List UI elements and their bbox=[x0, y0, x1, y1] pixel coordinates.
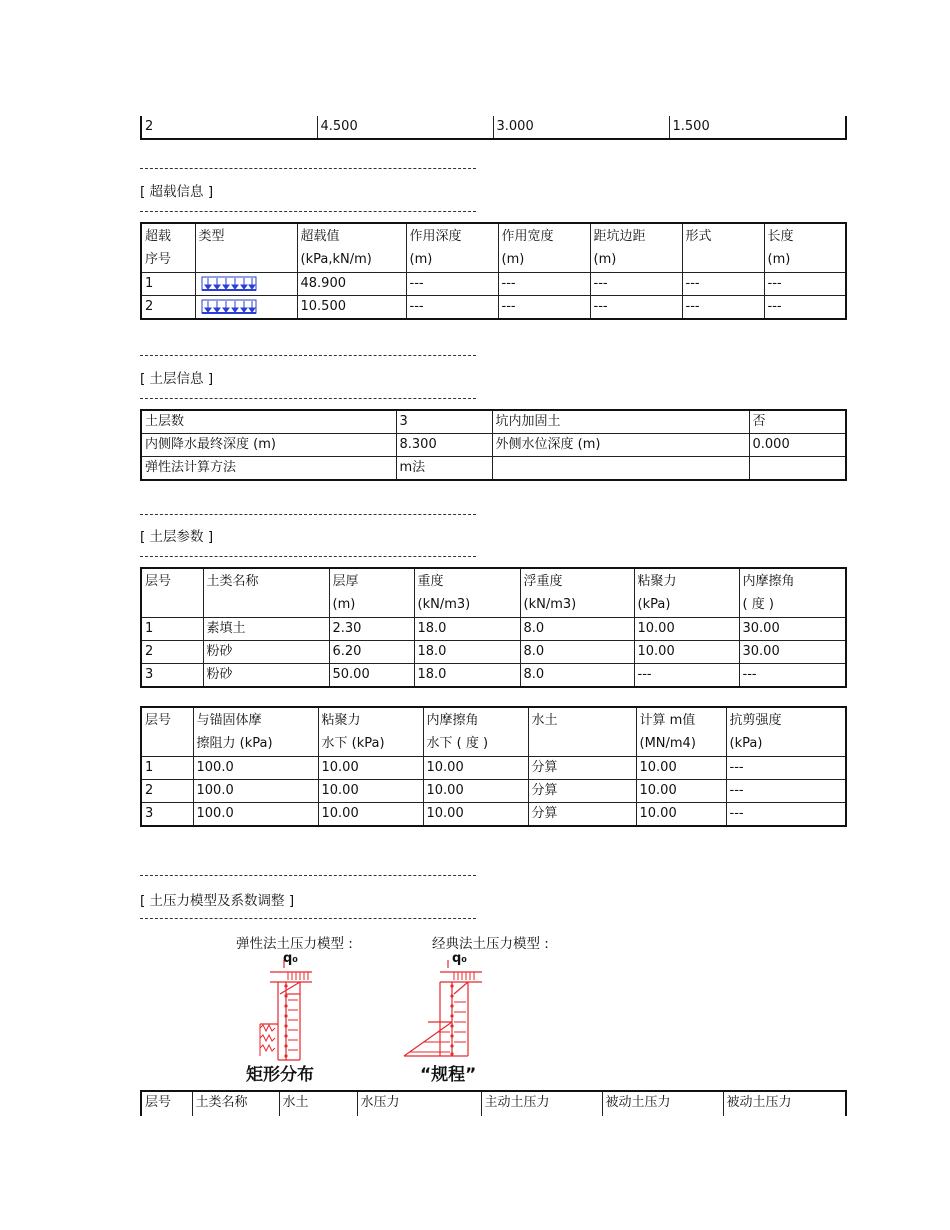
cell: --- bbox=[726, 803, 846, 827]
table-row bbox=[141, 434, 846, 457]
header-line: 浮重度 bbox=[523, 574, 563, 589]
header-line: 内摩擦角 bbox=[426, 713, 479, 728]
cell: 2 bbox=[141, 641, 203, 664]
header-cell bbox=[636, 707, 726, 757]
cell: 18.0 bbox=[414, 641, 520, 664]
header-line: 水土 bbox=[531, 713, 558, 728]
cell: 10.00 bbox=[318, 803, 423, 827]
header-line: (m) bbox=[409, 252, 433, 267]
cell: 坑内加固土 bbox=[492, 410, 749, 434]
header-cell: 水土 bbox=[279, 1091, 357, 1116]
divider bbox=[140, 514, 476, 515]
header-line: 水下 ( 度 ) bbox=[426, 736, 489, 751]
header-line: (MN/m4) bbox=[639, 736, 696, 751]
cell: 外侧水位深度 (m) bbox=[492, 434, 749, 457]
header-line: 与锚固体摩 bbox=[196, 713, 262, 728]
header-cell bbox=[590, 223, 682, 273]
header-cell bbox=[528, 707, 636, 757]
cell: 30.00 bbox=[739, 618, 846, 641]
cell: 2 bbox=[141, 780, 193, 803]
table-row bbox=[141, 803, 846, 827]
cell: 30.00 bbox=[739, 641, 846, 664]
cell: 10.00 bbox=[634, 618, 739, 641]
soil-param-table-1 bbox=[140, 567, 847, 688]
divider bbox=[140, 875, 476, 876]
cell bbox=[195, 296, 297, 320]
cell bbox=[749, 457, 846, 481]
header-line: (kPa) bbox=[637, 597, 671, 612]
header-line: (kPa,kN/m) bbox=[300, 252, 372, 267]
cell: 8.0 bbox=[520, 618, 634, 641]
table-row bbox=[141, 664, 846, 688]
uniform-load-icon bbox=[199, 298, 259, 316]
cell: 10.00 bbox=[423, 780, 528, 803]
cell: --- bbox=[590, 296, 682, 320]
soil-param-table-2 bbox=[140, 706, 847, 827]
section-title-earth-pressure: [ 土压力模型及系数调整 ] bbox=[140, 893, 295, 909]
earth-pressure-table bbox=[140, 1090, 847, 1116]
header-line: 粘聚力 bbox=[321, 713, 361, 728]
cell: 否 bbox=[749, 410, 846, 434]
cell: 1 bbox=[141, 618, 203, 641]
header-cell bbox=[682, 223, 764, 273]
cell: --- bbox=[406, 296, 498, 320]
classic-caption: “规程” bbox=[420, 1065, 477, 1085]
cell: --- bbox=[764, 273, 846, 296]
cell: 1.500 bbox=[669, 116, 846, 139]
header-line: 擦阻力 (kPa) bbox=[196, 736, 273, 751]
cell: 8.300 bbox=[396, 434, 492, 457]
cell: --- bbox=[726, 757, 846, 780]
section-title-surcharge: [ 超载信息 ] bbox=[140, 184, 214, 200]
header-line: 作用深度 bbox=[409, 229, 462, 244]
header-cell: 层号 bbox=[141, 1091, 192, 1116]
header-cell bbox=[520, 568, 634, 618]
cell: 2.30 bbox=[329, 618, 414, 641]
header-line: 土类名称 bbox=[206, 574, 259, 589]
header-cell: 主动土压力 bbox=[481, 1091, 602, 1116]
header-line: 水下 (kPa) bbox=[321, 736, 385, 751]
cell: 3 bbox=[141, 664, 203, 688]
header-line: 距坑边距 bbox=[593, 229, 646, 244]
cell: 3 bbox=[396, 410, 492, 434]
header-cell: 土类名称 bbox=[192, 1091, 279, 1116]
table-row bbox=[141, 410, 846, 434]
header-cell: 水压力 bbox=[357, 1091, 481, 1116]
divider bbox=[140, 168, 476, 169]
cell bbox=[492, 457, 749, 481]
header-cell bbox=[195, 223, 297, 273]
header-cell bbox=[329, 568, 414, 618]
cell: 100.0 bbox=[193, 803, 318, 827]
header-cell: 被动土压力 bbox=[602, 1091, 723, 1116]
cell: 10.00 bbox=[318, 780, 423, 803]
cell: 10.00 bbox=[634, 641, 739, 664]
header-cell bbox=[764, 223, 846, 273]
cell: 1 bbox=[141, 757, 193, 780]
cell: 18.0 bbox=[414, 618, 520, 641]
header-line: 层号 bbox=[145, 574, 172, 589]
header-line: 层厚 bbox=[332, 574, 359, 589]
cell: 2 bbox=[141, 116, 317, 139]
header-cell bbox=[423, 707, 528, 757]
header-cell bbox=[414, 568, 520, 618]
header-line: (m) bbox=[593, 252, 617, 267]
cell: 10.00 bbox=[636, 780, 726, 803]
cell: 分算 bbox=[528, 803, 636, 827]
header-line: 形式 bbox=[685, 229, 712, 244]
header-cell bbox=[318, 707, 423, 757]
header-cell bbox=[203, 568, 329, 618]
cell: 10.500 bbox=[297, 296, 406, 320]
cell: 4.500 bbox=[317, 116, 493, 139]
header-line: ( 度 ) bbox=[742, 597, 774, 612]
cell: 3.000 bbox=[493, 116, 669, 139]
divider bbox=[140, 398, 476, 399]
cell: 分算 bbox=[528, 757, 636, 780]
cell: --- bbox=[682, 273, 764, 296]
cell: 100.0 bbox=[193, 757, 318, 780]
cell: 弹性法计算方法 bbox=[141, 457, 396, 481]
header-line: (m) bbox=[767, 252, 791, 267]
header-line: 重度 bbox=[417, 574, 444, 589]
header-cell bbox=[141, 707, 193, 757]
cell: --- bbox=[739, 664, 846, 688]
cell: 10.00 bbox=[423, 757, 528, 780]
cell: 分算 bbox=[528, 780, 636, 803]
header-cell: 被动土压力 bbox=[723, 1091, 846, 1116]
table-row bbox=[141, 457, 846, 481]
cell: 100.0 bbox=[193, 780, 318, 803]
cell: m法 bbox=[396, 457, 492, 481]
q0-label: q₀ bbox=[452, 951, 467, 966]
cell: 粉砂 bbox=[203, 641, 329, 664]
table-row bbox=[141, 641, 846, 664]
cell: 1 bbox=[141, 273, 195, 296]
surcharge-table bbox=[140, 222, 847, 320]
cell: --- bbox=[590, 273, 682, 296]
cell: 8.0 bbox=[520, 641, 634, 664]
divider bbox=[140, 556, 476, 557]
cell: 粉砂 bbox=[203, 664, 329, 688]
cell: 3 bbox=[141, 803, 193, 827]
header-line: 序号 bbox=[145, 252, 172, 267]
header-line: 抗剪强度 bbox=[729, 713, 782, 728]
cell bbox=[195, 273, 297, 296]
classic-model-label: 经典法土压力模型 : bbox=[432, 936, 549, 952]
cell: --- bbox=[682, 296, 764, 320]
top-table bbox=[140, 116, 847, 140]
cell: 土层数 bbox=[141, 410, 396, 434]
header-cell bbox=[498, 223, 590, 273]
header-cell bbox=[193, 707, 318, 757]
divider bbox=[140, 918, 476, 919]
cell: 10.00 bbox=[636, 803, 726, 827]
section-title-soil-params: [ 土层参数 ] bbox=[140, 529, 214, 545]
table-row bbox=[141, 757, 846, 780]
cell: 2 bbox=[141, 296, 195, 320]
header-cell bbox=[141, 223, 195, 273]
header-line: (kN/m3) bbox=[417, 597, 471, 612]
header-cell bbox=[297, 223, 406, 273]
cell: 6.20 bbox=[329, 641, 414, 664]
cell: 10.00 bbox=[318, 757, 423, 780]
cell: --- bbox=[498, 273, 590, 296]
header-cell bbox=[406, 223, 498, 273]
header-line: (m) bbox=[332, 597, 356, 612]
cell: --- bbox=[726, 780, 846, 803]
header-cell bbox=[141, 568, 203, 618]
cell: 10.00 bbox=[636, 757, 726, 780]
table-row bbox=[141, 296, 846, 320]
header-line: 类型 bbox=[198, 229, 225, 244]
divider bbox=[140, 211, 476, 212]
soil-info-table bbox=[140, 409, 847, 481]
q0-label: q₀ bbox=[283, 951, 298, 966]
header-line: 长度 bbox=[767, 229, 794, 244]
header-line: 粘聚力 bbox=[637, 574, 677, 589]
header-line: 超载 bbox=[145, 229, 172, 244]
cell: --- bbox=[498, 296, 590, 320]
cell: --- bbox=[764, 296, 846, 320]
table-row bbox=[141, 618, 846, 641]
elastic-caption: 矩形分布 bbox=[246, 1065, 314, 1085]
header-cell bbox=[634, 568, 739, 618]
uniform-load-icon bbox=[199, 275, 259, 293]
header-line: (m) bbox=[501, 252, 525, 267]
header-line: 作用宽度 bbox=[501, 229, 554, 244]
table-row bbox=[141, 273, 846, 296]
cell: 0.000 bbox=[749, 434, 846, 457]
cell: 18.0 bbox=[414, 664, 520, 688]
cell: 10.00 bbox=[423, 803, 528, 827]
cell: --- bbox=[634, 664, 739, 688]
cell: 50.00 bbox=[329, 664, 414, 688]
cell: 48.900 bbox=[297, 273, 406, 296]
header-line: 层号 bbox=[145, 713, 172, 728]
cell: --- bbox=[406, 273, 498, 296]
elastic-model-label: 弹性法土压力模型 : bbox=[236, 936, 353, 952]
cell: 内侧降水最终深度 (m) bbox=[141, 434, 396, 457]
header-line: 超载值 bbox=[300, 229, 340, 244]
header-line: (kN/m3) bbox=[523, 597, 577, 612]
header-line: 内摩擦角 bbox=[742, 574, 795, 589]
divider bbox=[140, 355, 476, 356]
cell: 8.0 bbox=[520, 664, 634, 688]
section-title-soil-info: [ 土层信息 ] bbox=[140, 371, 214, 387]
cell: 素填土 bbox=[203, 618, 329, 641]
header-line: (kPa) bbox=[729, 736, 763, 751]
header-cell bbox=[739, 568, 846, 618]
header-line: 计算 m值 bbox=[639, 713, 696, 728]
table-row bbox=[141, 780, 846, 803]
header-cell bbox=[726, 707, 846, 757]
